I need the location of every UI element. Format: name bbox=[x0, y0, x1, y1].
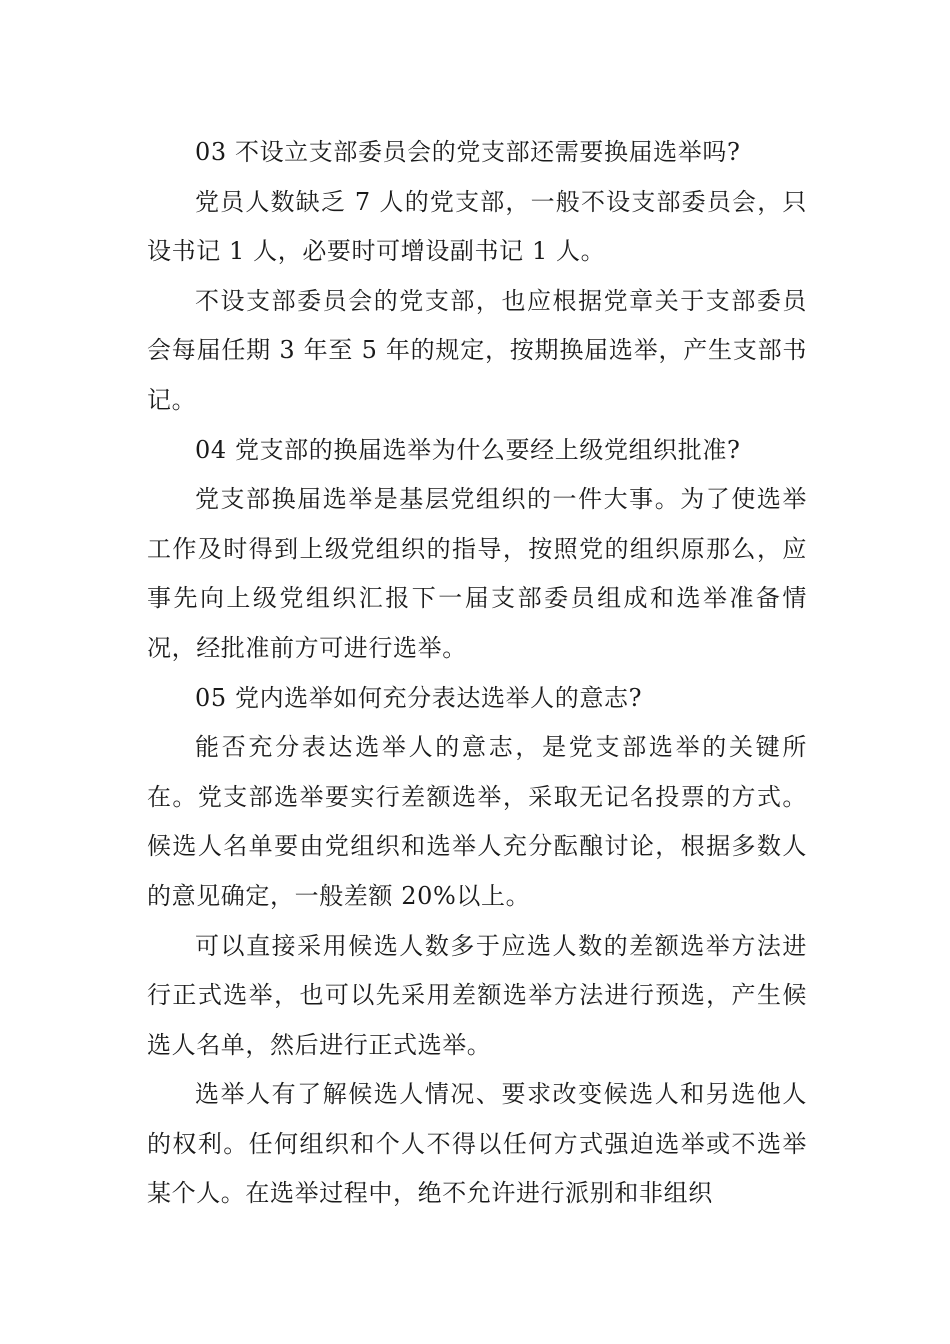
question-heading-03: 03 不设立支部委员会的党支部还需要换届选举吗? bbox=[195, 138, 741, 166]
body-paragraph: 不设支部委员会的党支部，也应根据党章关于支部委员会每届任期 3 年至 5 年的规定，按期换届选举，产生支部书记。 bbox=[147, 286, 807, 414]
body-paragraph: 能否充分表达选举人的意志，是党支部选举的关键所在。党支部选举要实行差额选举，采取无记名投票的方式。候选人名单要由党组织和选举人充分酝酿讨论，根据多数人的意见确定，一般差额 20%以上。 bbox=[147, 733, 807, 910]
question-heading-05: 05 党内选举如何充分表达选举人的意志? bbox=[195, 683, 643, 712]
body-paragraph: 党员人数缺乏 7 人的党支部，一般不设支部委员会，只设书记 1 人，必要时可增设副书记 1 人。 bbox=[147, 187, 807, 266]
body-paragraph: 党支部换届选举是基层党组织的一件大事。为了使选举工作及时得到上级党组织的指导，按照党的组织原那么，应事先向上级党组织汇报下一届支部委员组成和选举准备情况，经批准前方可进行选举。 bbox=[147, 485, 807, 662]
body-paragraph: 选举人有了解候选人情况、要求改变候选人和另选他人的权利。任何组织和个人不得以任何方式强迫选举或不选举某个人。在选举过程中，绝不允许进行派别和非组织 bbox=[147, 1080, 807, 1208]
question-heading-04: 04 党支部的换届选举为什么要经上级党组织批准? bbox=[195, 435, 741, 464]
document-body bbox=[147, 128, 807, 1219]
body-paragraph: 可以直接采用候选人数多于应选人数的差额选举方法进行正式选举，也可以先采用差额选举方法进行预选，产生候选人名单，然后进行正式选举。 bbox=[147, 931, 807, 1059]
